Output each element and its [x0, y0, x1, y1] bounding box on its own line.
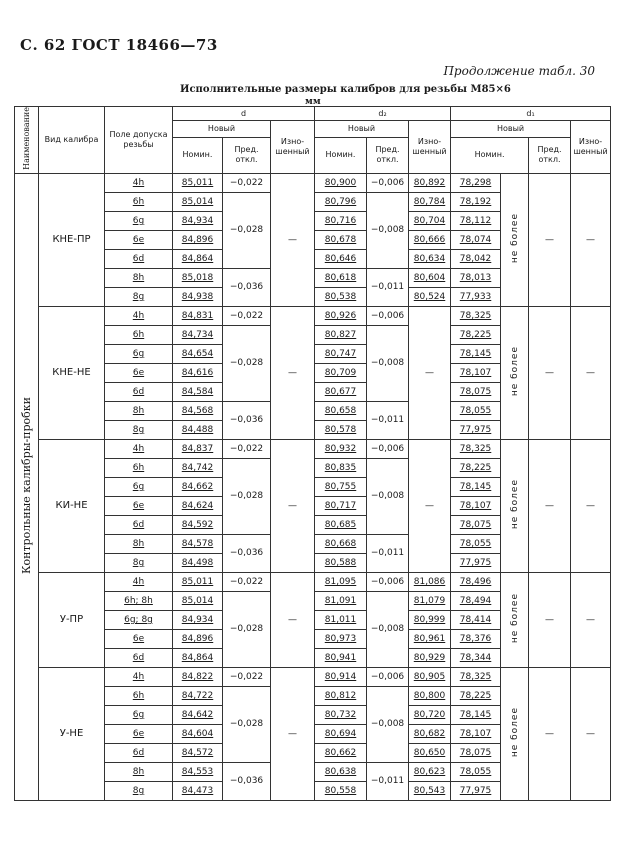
d2-nom-cell: 80,732 — [315, 705, 367, 724]
table-row — [15, 667, 611, 686]
d2-nom-cell: 80,677 — [315, 382, 367, 401]
tolerance-cell: 6g; 8g — [105, 610, 173, 629]
tolerance-cell: 8h — [105, 762, 173, 781]
tolerance-cell: 6g — [105, 705, 173, 724]
tolerance-cell: 6h — [105, 458, 173, 477]
d2-worn-cell: 80,604 — [409, 268, 451, 287]
page-header: С. 62 ГОСТ 18466—73 — [20, 36, 218, 54]
d2-nom-cell: 80,717 — [315, 496, 367, 515]
d1-worn-cell: — — [571, 439, 611, 572]
d2-worn-cell: 80,623 — [409, 762, 451, 781]
d2-worn-cell: 80,524 — [409, 287, 451, 306]
gauge-dimensions-table — [14, 106, 611, 801]
group-label: Контрольные калибры-пробки — [20, 396, 33, 574]
d2-nom-cell: 80,578 — [315, 420, 367, 439]
tolerance-cell: 4h — [105, 306, 173, 325]
d2-worn-cell: 80,720 — [409, 705, 451, 724]
d1-nom-header: Номин. — [451, 137, 529, 173]
d2-nom-cell: 80,538 — [315, 287, 367, 306]
d1-nom-cell: 78,107 — [451, 496, 501, 515]
d-dev-cell: −0,022 — [223, 306, 271, 325]
d-dev-cell: −0,022 — [223, 439, 271, 458]
d1-dev-cell: — — [529, 439, 571, 572]
d2-nom-cell: 80,827 — [315, 325, 367, 344]
d2-nom-cell: 80,618 — [315, 268, 367, 287]
ne-bolee-cell — [501, 306, 529, 439]
d2-nom-cell: 80,941 — [315, 648, 367, 667]
d2-worn-cell: — — [409, 439, 451, 572]
d2-nom-cell: 80,900 — [315, 173, 367, 192]
d-dev-cell: −0,028 — [223, 458, 271, 534]
d2-nom-cell: 80,678 — [315, 230, 367, 249]
d2-nom-cell: 80,796 — [315, 192, 367, 211]
col-d-header: d — [173, 107, 315, 121]
d1-worn-cell: — — [571, 306, 611, 439]
tolerance-cell: 8h — [105, 534, 173, 553]
d-dev-cell: −0,028 — [223, 192, 271, 268]
d-nom-cell: 84,568 — [173, 401, 223, 420]
group-label-cell — [15, 173, 39, 800]
ne-bolee-cell — [501, 572, 529, 667]
d-nom-cell: 84,662 — [173, 477, 223, 496]
d2-nom-cell: 80,638 — [315, 762, 367, 781]
tolerance-cell: 6e — [105, 629, 173, 648]
d2-worn-cell: 80,784 — [409, 192, 451, 211]
tolerance-cell: 6h — [105, 325, 173, 344]
ne-bolee-label: не более — [509, 707, 520, 758]
d-nom-cell: 84,654 — [173, 344, 223, 363]
d1-nom-cell: 77,975 — [451, 781, 501, 800]
d2-worn-cell: 80,650 — [409, 743, 451, 762]
d-nom-cell: 85,018 — [173, 268, 223, 287]
d-nom-cell: 84,604 — [173, 724, 223, 743]
d-nom-cell: 85,014 — [173, 591, 223, 610]
continuation-note: Продолжение табл. 30 — [443, 64, 595, 78]
ne-bolee-label: не более — [509, 593, 520, 644]
d-worn-cell: — — [271, 173, 315, 306]
d2-worn-cell: 80,543 — [409, 781, 451, 800]
d1-nom-cell: 78,055 — [451, 762, 501, 781]
tolerance-cell: 6d — [105, 648, 173, 667]
d2-nom-cell: 80,914 — [315, 667, 367, 686]
d1-nom-cell: 78,225 — [451, 325, 501, 344]
d-nom-cell: 84,488 — [173, 420, 223, 439]
d-nom-cell: 84,722 — [173, 686, 223, 705]
d2-nom-cell: 80,646 — [315, 249, 367, 268]
d2-nom-cell: 80,973 — [315, 629, 367, 648]
tolerance-cell: 6d — [105, 743, 173, 762]
d2-worn-header: Изно- шенный — [409, 121, 451, 174]
table-row — [15, 306, 611, 325]
d1-dev-cell: — — [529, 306, 571, 439]
d-dev-cell: −0,028 — [223, 686, 271, 762]
d-nom-cell: 84,498 — [173, 553, 223, 572]
gauge-kind: КНЕ-НЕ — [39, 306, 105, 439]
tolerance-cell: 8g — [105, 420, 173, 439]
ne-bolee-cell — [501, 173, 529, 306]
d1-nom-cell: 77,975 — [451, 420, 501, 439]
d1-nom-cell: 78,074 — [451, 230, 501, 249]
tolerance-cell: 4h — [105, 173, 173, 192]
col-tolerance-header: Поле допуска резьбы — [105, 107, 173, 174]
d2-worn-cell: 81,086 — [409, 572, 451, 591]
d2-nom-header: Номин. — [315, 137, 367, 173]
d2-dev-cell: −0,011 — [367, 401, 409, 439]
d2-worn-cell: 80,961 — [409, 629, 451, 648]
d2-dev-cell: −0,008 — [367, 192, 409, 268]
d2-nom-cell: 80,747 — [315, 344, 367, 363]
d1-nom-cell: 78,013 — [451, 268, 501, 287]
d1-nom-cell: 78,325 — [451, 667, 501, 686]
tolerance-cell: 8h — [105, 268, 173, 287]
d-dev-cell: −0,036 — [223, 268, 271, 306]
col-d1-header: d₁ — [451, 107, 611, 121]
d-nom-cell: 84,642 — [173, 705, 223, 724]
d-nom-cell: 84,624 — [173, 496, 223, 515]
tolerance-cell: 8h — [105, 401, 173, 420]
d2-worn-cell: 80,999 — [409, 610, 451, 629]
tolerance-cell: 8g — [105, 781, 173, 800]
tolerance-cell: 6d — [105, 515, 173, 534]
d-nom-cell: 84,734 — [173, 325, 223, 344]
d1-nom-cell: 78,344 — [451, 648, 501, 667]
d1-worn-cell: — — [571, 173, 611, 306]
d1-dev-cell: — — [529, 173, 571, 306]
d2-worn-cell: 81,079 — [409, 591, 451, 610]
d1-dev-header: Пред. откл. — [529, 137, 571, 173]
d1-nom-cell: 78,107 — [451, 724, 501, 743]
d1-nom-cell: 78,075 — [451, 382, 501, 401]
tolerance-cell: 8g — [105, 553, 173, 572]
d1-nom-cell: 78,414 — [451, 610, 501, 629]
d2-worn-cell: 80,634 — [409, 249, 451, 268]
d1-nom-cell: 78,075 — [451, 743, 501, 762]
d-worn-cell: — — [271, 439, 315, 572]
d-nom-cell: 85,011 — [173, 572, 223, 591]
gauge-kind: КНЕ-ПР — [39, 173, 105, 306]
d-worn-header: Изно- шенный — [271, 121, 315, 174]
d1-nom-cell: 78,145 — [451, 344, 501, 363]
d-nom-cell: 84,896 — [173, 230, 223, 249]
d-nom-cell: 84,592 — [173, 515, 223, 534]
tolerance-cell: 6d — [105, 382, 173, 401]
table-title: Исполнительные размеры калибров для резьбы М85×6 — [180, 84, 511, 95]
d-dev-cell: −0,028 — [223, 591, 271, 667]
d2-worn-cell: — — [409, 306, 451, 439]
d2-dev-cell: −0,011 — [367, 534, 409, 572]
table-body — [15, 173, 611, 800]
ne-bolee-label: не более — [509, 346, 520, 397]
d1-nom-cell: 77,933 — [451, 287, 501, 306]
d-nom-header: Номин. — [173, 137, 223, 173]
d-dev-cell: −0,022 — [223, 667, 271, 686]
d2-dev-cell: −0,008 — [367, 325, 409, 401]
d1-worn-cell: — — [571, 572, 611, 667]
d1-nom-cell: 78,225 — [451, 458, 501, 477]
d-nom-cell: 84,822 — [173, 667, 223, 686]
d1-nom-cell: 78,192 — [451, 192, 501, 211]
tolerance-cell: 8g — [105, 287, 173, 306]
d-new-header: Новый — [173, 121, 271, 138]
tolerance-cell: 6d — [105, 249, 173, 268]
d2-nom-cell: 81,011 — [315, 610, 367, 629]
d2-new-header: Новый — [315, 121, 409, 138]
d1-nom-cell: 78,376 — [451, 629, 501, 648]
tolerance-cell: 6e — [105, 230, 173, 249]
d2-nom-cell: 80,926 — [315, 306, 367, 325]
d2-worn-cell: 80,682 — [409, 724, 451, 743]
d2-nom-cell: 80,716 — [315, 211, 367, 230]
d-dev-cell: −0,036 — [223, 762, 271, 800]
col-kind-header: Вид калибра — [39, 107, 105, 174]
d1-worn-cell: — — [571, 667, 611, 800]
d-nom-cell: 84,934 — [173, 211, 223, 230]
ne-bolee-label: не более — [509, 479, 520, 530]
d-nom-cell: 84,864 — [173, 648, 223, 667]
d-nom-cell: 84,473 — [173, 781, 223, 800]
d1-worn-header: Изно- шенный — [571, 121, 611, 174]
d-dev-cell: −0,028 — [223, 325, 271, 401]
d-nom-cell: 84,742 — [173, 458, 223, 477]
tolerance-cell: 4h — [105, 439, 173, 458]
d-dev-cell: −0,036 — [223, 401, 271, 439]
d-dev-cell: −0,022 — [223, 173, 271, 192]
ne-bolee-label: не более — [509, 213, 520, 264]
d-nom-cell: 84,553 — [173, 762, 223, 781]
d2-dev-cell: −0,008 — [367, 458, 409, 534]
d2-dev-cell: −0,008 — [367, 686, 409, 762]
table-row — [15, 572, 611, 591]
d-nom-cell: 85,014 — [173, 192, 223, 211]
d2-nom-cell: 80,932 — [315, 439, 367, 458]
d-nom-cell: 84,578 — [173, 534, 223, 553]
d1-nom-cell: 78,075 — [451, 515, 501, 534]
d1-nom-cell: 78,042 — [451, 249, 501, 268]
col-d2-header: d₂ — [315, 107, 451, 121]
d-nom-cell: 84,938 — [173, 287, 223, 306]
tolerance-cell: 6h — [105, 686, 173, 705]
unit-label: мм — [305, 97, 321, 107]
d-nom-cell: 84,864 — [173, 249, 223, 268]
d2-worn-cell: 80,666 — [409, 230, 451, 249]
d2-worn-cell: 80,704 — [409, 211, 451, 230]
table-row — [15, 439, 611, 458]
d2-dev-cell: −0,006 — [367, 572, 409, 591]
d2-nom-cell: 80,558 — [315, 781, 367, 800]
ne-bolee-cell — [501, 667, 529, 800]
tolerance-cell: 4h — [105, 572, 173, 591]
d2-dev-cell: −0,011 — [367, 268, 409, 306]
d-dev-cell: −0,022 — [223, 572, 271, 591]
d2-worn-cell: 80,800 — [409, 686, 451, 705]
gauge-kind: У-ПР — [39, 572, 105, 667]
d1-nom-cell: 78,145 — [451, 477, 501, 496]
d2-nom-cell: 81,095 — [315, 572, 367, 591]
d2-nom-cell: 80,685 — [315, 515, 367, 534]
d2-nom-cell: 80,658 — [315, 401, 367, 420]
d-worn-cell: — — [271, 306, 315, 439]
d2-dev-cell: −0,006 — [367, 439, 409, 458]
d2-nom-cell: 80,694 — [315, 724, 367, 743]
gauge-kind: У-НЕ — [39, 667, 105, 800]
d-nom-cell: 84,572 — [173, 743, 223, 762]
gauge-kind: КИ-НЕ — [39, 439, 105, 572]
d1-nom-cell: 78,055 — [451, 534, 501, 553]
d2-nom-cell: 80,662 — [315, 743, 367, 762]
d-worn-cell: — — [271, 667, 315, 800]
d1-nom-cell: 78,298 — [451, 173, 501, 192]
d1-new-header: Новый — [451, 121, 571, 138]
tolerance-cell: 4h — [105, 667, 173, 686]
tolerance-cell: 6g — [105, 344, 173, 363]
d2-dev-cell: −0,006 — [367, 306, 409, 325]
d1-nom-cell: 78,325 — [451, 439, 501, 458]
col-name-header: Наименование — [15, 107, 39, 174]
d1-nom-cell: 78,112 — [451, 211, 501, 230]
d2-nom-cell: 80,588 — [315, 553, 367, 572]
d1-dev-cell: — — [529, 572, 571, 667]
d2-worn-cell: 80,892 — [409, 173, 451, 192]
d2-dev-cell: −0,006 — [367, 173, 409, 192]
d1-nom-cell: 78,325 — [451, 306, 501, 325]
ne-bolee-cell — [501, 439, 529, 572]
d1-nom-cell: 77,975 — [451, 553, 501, 572]
tolerance-cell: 6e — [105, 496, 173, 515]
d2-worn-cell: 80,905 — [409, 667, 451, 686]
d1-nom-cell: 78,496 — [451, 572, 501, 591]
d2-dev-cell: −0,011 — [367, 762, 409, 800]
d2-nom-cell: 80,812 — [315, 686, 367, 705]
tolerance-cell: 6g — [105, 477, 173, 496]
d2-nom-cell: 81,091 — [315, 591, 367, 610]
d-nom-cell: 84,896 — [173, 629, 223, 648]
d-dev-cell: −0,036 — [223, 534, 271, 572]
d-dev-header: Пред. откл. — [223, 137, 271, 173]
d1-nom-cell: 78,107 — [451, 363, 501, 382]
d-nom-cell: 85,011 — [173, 173, 223, 192]
d-nom-cell: 84,837 — [173, 439, 223, 458]
d2-nom-cell: 80,835 — [315, 458, 367, 477]
d1-nom-cell: 78,225 — [451, 686, 501, 705]
d2-worn-cell: 80,929 — [409, 648, 451, 667]
d2-dev-cell: −0,006 — [367, 667, 409, 686]
d-nom-cell: 84,616 — [173, 363, 223, 382]
d2-nom-cell: 80,668 — [315, 534, 367, 553]
d-nom-cell: 84,584 — [173, 382, 223, 401]
tolerance-cell: 6e — [105, 724, 173, 743]
d1-nom-cell: 78,055 — [451, 401, 501, 420]
d-worn-cell: — — [271, 572, 315, 667]
d1-nom-cell: 78,494 — [451, 591, 501, 610]
d1-nom-cell: 78,145 — [451, 705, 501, 724]
tolerance-cell: 6h — [105, 192, 173, 211]
d1-dev-cell: — — [529, 667, 571, 800]
tolerance-cell: 6h; 8h — [105, 591, 173, 610]
tolerance-cell: 6e — [105, 363, 173, 382]
d-nom-cell: 84,934 — [173, 610, 223, 629]
d2-dev-header: Пред. откл. — [367, 137, 409, 173]
d2-dev-cell: −0,008 — [367, 591, 409, 667]
d2-nom-cell: 80,755 — [315, 477, 367, 496]
table-row — [15, 173, 611, 192]
d2-nom-cell: 80,709 — [315, 363, 367, 382]
d-nom-cell: 84,831 — [173, 306, 223, 325]
table-header — [15, 107, 611, 174]
tolerance-cell: 6g — [105, 211, 173, 230]
